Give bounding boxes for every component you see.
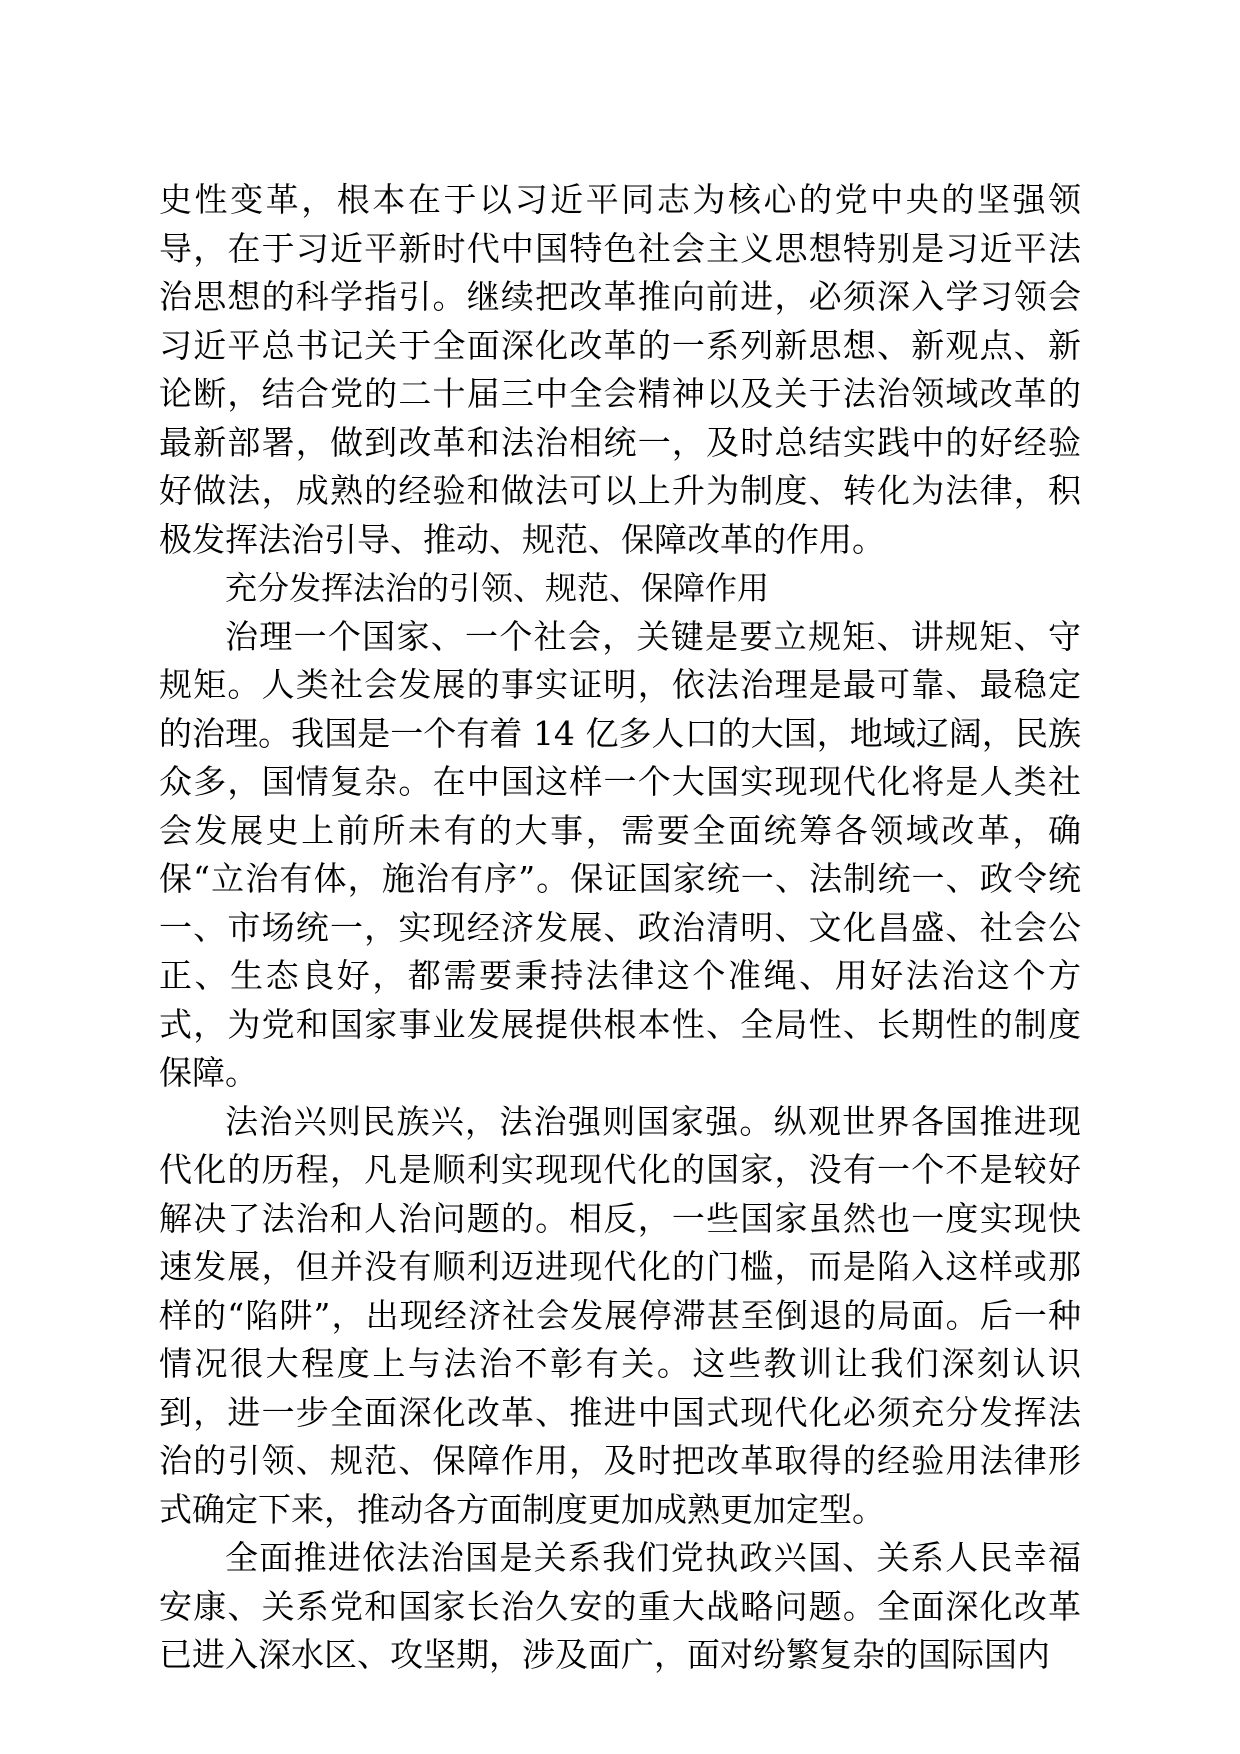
paragraph: 全面推进依法治国是关系我们党执政兴国、关系人民幸福安康、关系党和国家长治久安的重大战略问题。全面深化改革已进入深水区、攻坚期，涉及面广，面对纷繁复杂的国际国内 [159,1538,1081,1674]
paragraph: 治理一个国家、一个社会，关键是要立规矩、讲规矩、守规矩。人类社会发展的事实证明，依法治理是最可靠、最稳定的治理。我国是一个有着 14 亿多人口的大国，地域辽阔，民族众多，国情复杂。在中国这样一个大国实现现代化将是人类社会发展史上前所未有的大事，需要全面统筹各领域改革，确保“立治有体，施治有序”。保证国家统一、法制统一、政令统一、市场统一，实现经济发展、政治清明、文化昌盛、社会公正、生态良好，都需要秉持法律这个准绳、用好法治这个方式，为党和国家事业发展提供根本性、全局性、长期性的制度保障。 [159,616,1081,1092]
document-page [159,176,1081,1680]
paragraph-continued: 史性变革，根本在于以习近平同志为核心的党中央的坚强领导，在于习近平新时代中国特色社会主义思想特别是习近平法治思想的科学指引。继续把改革推向前进，必须深入学习领会习近平总书记关于全面深化改革的一系列新思想、新观点、新论断，结合党的二十届三中全会精神以及关于法治领域改革的最新部署，做到改革和法治相统一，及时总结实践中的好经验好做法，成熟的经验和做法可以上升为制度、转化为法律，积极发挥法治引导、推动、规范、保障改革的作用。 [159,180,1081,559]
paragraph: 法治兴则民族兴，法治强则国家强。纵观世界各国推进现代化的历程，凡是顺利实现现代化的国家，没有一个不是较好解决了法治和人治问题的。相反，一些国家虽然也一度实现快速发展，但并没有顺利迈进现代化的门槛，而是陷入这样或那样的“陷阱”，出现经济社会发展停滞甚至倒退的局面。后一种情况很大程度上与法治不彰有关。这些教训让我们深刻认识到，进一步全面深化改革、推进中国式现代化必须充分发挥法治的引领、规范、保障作用，及时把改革取得的经验用法律形式确定下来，推动各方面制度更加成熟更加定型。 [159,1101,1081,1529]
section-heading: 充分发挥法治的引领、规范、保障作用 [225,569,770,607]
